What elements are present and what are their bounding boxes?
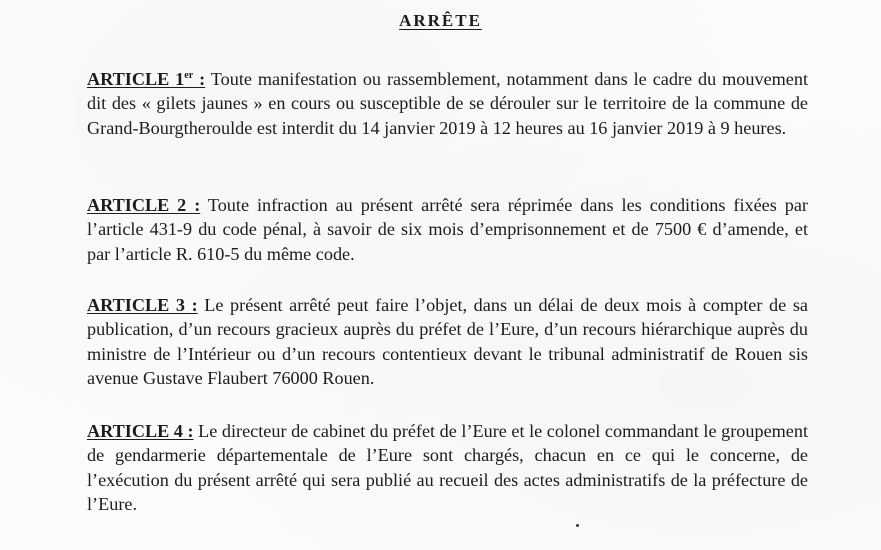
article-1-label-suffix: : [193, 69, 206, 89]
article-4-label: ARTICLE 4 : [87, 421, 194, 441]
article-3-body: Le présent arrêté peut faire l’objet, dans un délai de deux mois à compter de sa publication, d’un recours gracieux auprès du préfet de l’Eure, d’un recours hiérarchique auprès du ministre de l’Intérieur ou d’un recours contentieux devant le tribunal administratif de Rouen sis avenue Gustave Flaubert 76000 Rouen. [87, 295, 808, 389]
article-2-body: Toute infraction au présent arrêté sera réprimée dans les conditions fixées par l’article 431-9 du code pénal, à savoir de six mois d’emprisonnement et de 7500 € d’amende, et par l’article R. 610-5 du même code. [87, 195, 808, 264]
article-1-label-prefix: ARTICLE 1 [87, 69, 185, 89]
article-1-label-sup: er [184, 69, 194, 81]
article-1-label [87, 69, 205, 89]
article-3 [87, 293, 808, 391]
article-4-body: Le directeur de cabinet du préfet de l’Eure et le colonel commandant le groupement de gendarmerie départementale de l’Eure sont chargés, chacun en ce qui le concerne, de l’exécution du présent arrêté qui sera publié au recueil des actes administratifs de la préfecture de l’Eure. [87, 421, 809, 515]
document-title: ARRÊTE [399, 11, 482, 30]
article-1-body: Toute manifestation ou rassemblement, notamment dans le cadre du mouvement dit des « gilets jaunes » en cours ou susceptible de se dérouler sur le territoire de la commune de Grand-Bourgtheroulde est interdit du 14 janvier 2019 à 12 heures au 16 janvier 2019 à 9 heures. [87, 69, 809, 138]
article-1 [87, 67, 808, 140]
scan-speck [576, 524, 579, 527]
article-2 [87, 193, 808, 266]
article-4 [87, 419, 808, 517]
article-3-label: ARTICLE 3 : [87, 295, 198, 315]
article-2-label: ARTICLE 2 : [87, 195, 201, 215]
